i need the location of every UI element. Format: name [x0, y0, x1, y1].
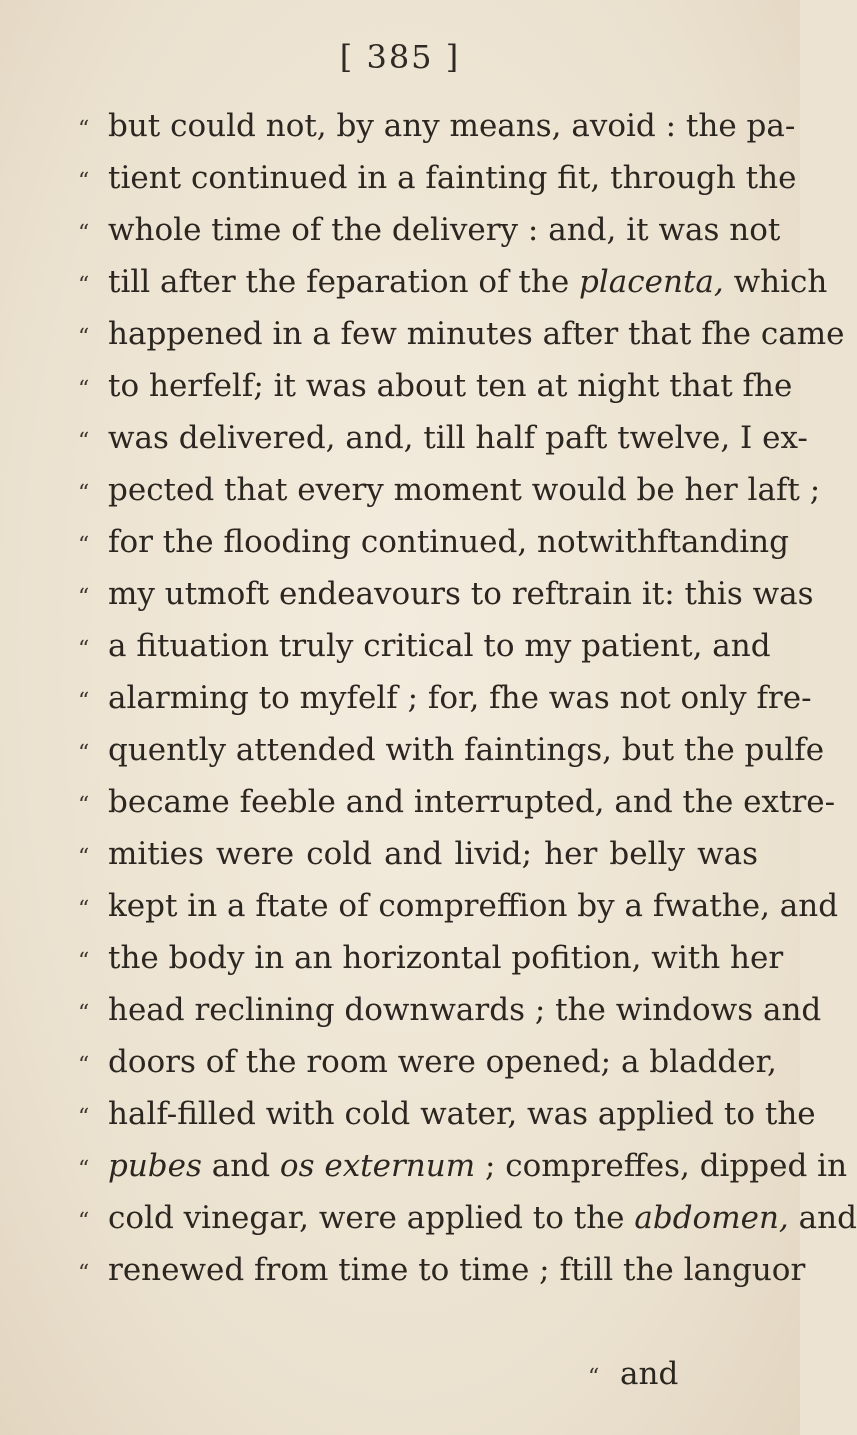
line-text	[108, 256, 827, 308]
quote-mark: “	[78, 1053, 90, 1078]
line-text: a fituation truly critical to my patient, and	[108, 628, 771, 664]
text-line	[78, 1140, 848, 1192]
line-text-part: which	[723, 264, 828, 300]
text-line	[78, 932, 784, 984]
line-text: became feeble and interrupted, and the extre-	[108, 784, 836, 820]
line-text: mities were cold and livid; her belly was	[108, 836, 758, 872]
italic-term: os externum	[279, 1148, 476, 1184]
quote-mark: “	[78, 1209, 90, 1234]
quote-mark: “	[78, 429, 90, 454]
quote-mark: “	[78, 325, 90, 350]
line-text-part: ; compreffes, dipped in	[475, 1148, 848, 1184]
quote-mark: “	[78, 949, 90, 974]
line-text: pected that every moment would be her laft ;	[108, 472, 821, 508]
line-text-part: cold vinegar, were applied to the	[108, 1200, 635, 1236]
quote-mark: “	[78, 741, 90, 766]
line-text: quently attended with faintings, but the pulfe	[108, 732, 825, 768]
text-line	[78, 1088, 816, 1140]
text-line	[78, 1036, 777, 1088]
line-text: the body in an horizontal pofition, with her	[108, 940, 784, 976]
quote-mark: “	[78, 689, 90, 714]
text-line	[78, 568, 814, 620]
text-line	[78, 724, 825, 776]
line-text: to herfelf; it was about ten at night that fhe	[108, 368, 793, 404]
line-text: head reclining downwards ; the windows and	[108, 992, 822, 1028]
line-text: kept in a ftate of compreffion by a fwathe, and	[108, 888, 839, 924]
body-text	[78, 100, 857, 1296]
text-line	[78, 880, 839, 932]
quote-mark: “	[78, 273, 90, 298]
quote-mark: “	[78, 481, 90, 506]
text-line	[78, 828, 758, 880]
text-line	[78, 204, 781, 256]
line-text: tient continued in a fainting fit, through the	[108, 160, 797, 196]
line-text: but could not, by any means, avoid : the pa-	[108, 108, 796, 144]
quote-mark: “	[78, 377, 90, 402]
line-text: whole time of the delivery : and, it was not	[108, 212, 781, 248]
italic-term: placenta,	[579, 264, 724, 300]
quote-mark: “	[588, 1365, 600, 1390]
line-text: was delivered, and, till half paft twelve, I ex-	[108, 420, 808, 456]
text-line	[78, 620, 771, 672]
text-line	[78, 308, 845, 360]
quote-mark: “	[78, 1105, 90, 1130]
text-line	[78, 256, 828, 308]
text-line	[78, 360, 793, 412]
quote-mark: “	[78, 897, 90, 922]
line-text: alarming to myfelf ; for, fhe was not only fre-	[108, 680, 812, 716]
quote-mark: “	[78, 221, 90, 246]
italic-term: abdomen,	[634, 1200, 789, 1236]
page-number: [ 385 ]	[339, 38, 461, 76]
quote-mark: “	[78, 169, 90, 194]
italic-term: pubes	[108, 1148, 202, 1184]
line-text-part: till after the feparation of the	[108, 264, 580, 300]
quote-mark: “	[78, 1001, 90, 1026]
line-text: doors of the room were opened; a bladder,	[108, 1044, 777, 1080]
line-text: my utmoft endeavours to reftrain it: this was	[108, 576, 814, 612]
line-text: half-filled with cold water, was applied to the	[108, 1096, 816, 1132]
quote-mark: “	[78, 585, 90, 610]
text-line	[78, 776, 836, 828]
line-text	[108, 1140, 847, 1192]
quote-mark: “	[78, 533, 90, 558]
text-line	[78, 412, 808, 464]
line-text	[108, 1192, 857, 1244]
text-line	[78, 152, 797, 204]
quote-mark: “	[78, 1157, 90, 1182]
line-text-part: and	[201, 1148, 280, 1184]
line-text-part: and	[788, 1200, 857, 1236]
catchword	[588, 1356, 678, 1392]
quote-mark: “	[78, 117, 90, 142]
text-line	[78, 1244, 806, 1296]
text-line	[78, 672, 812, 724]
text-line	[78, 1192, 857, 1244]
text-line	[78, 464, 821, 516]
text-line	[78, 516, 789, 568]
line-text: happened in a few minutes after that fhe came	[108, 316, 845, 352]
text-line	[78, 100, 796, 152]
catchword-text: and	[620, 1356, 679, 1392]
quote-mark: “	[78, 845, 90, 870]
line-text: for the flooding continued, notwithftanding	[108, 524, 789, 560]
quote-mark: “	[78, 793, 90, 818]
text-line	[78, 984, 822, 1036]
line-text: renewed from time to time ; ftill the languor	[108, 1252, 806, 1288]
quote-mark: “	[78, 637, 90, 662]
quote-mark: “	[78, 1261, 90, 1286]
